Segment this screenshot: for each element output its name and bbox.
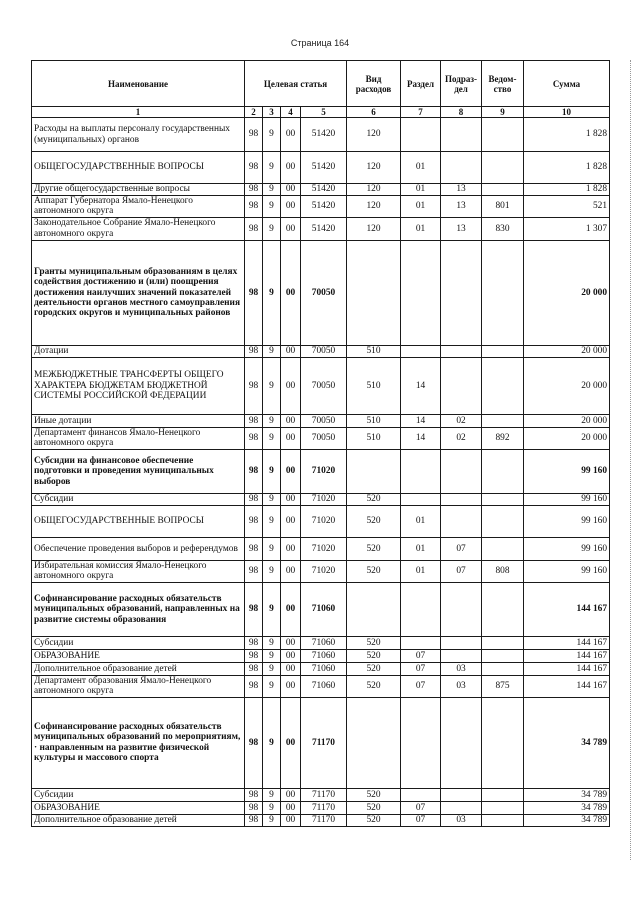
row-code-cell: 9 xyxy=(263,505,281,537)
table-row xyxy=(32,152,610,184)
row-name-cell: Софинансирование расходных обязательств муниципальных образований, направленных на развитие системы образования xyxy=(32,582,245,636)
scan-edge xyxy=(630,60,632,860)
row-sum-cell: 144 167 xyxy=(524,649,610,662)
table-row xyxy=(32,582,610,636)
row-code-cell xyxy=(401,118,441,152)
row-code-cell: 892 xyxy=(482,427,524,449)
row-code-cell xyxy=(401,240,441,345)
row-code-cell xyxy=(441,801,482,814)
row-code-cell: 830 xyxy=(482,217,524,240)
row-name-cell: Обеспечение проведения выборов и референдумов xyxy=(32,537,245,560)
row-name-cell: Дополнительное образование детей xyxy=(32,814,245,826)
row-code-cell: 71170 xyxy=(301,788,347,801)
row-code-cell: 9 xyxy=(263,357,281,414)
row-code-cell: 03 xyxy=(441,814,482,826)
row-code-cell: 00 xyxy=(281,357,301,414)
row-code-cell xyxy=(482,152,524,184)
row-code-cell: 98 xyxy=(245,196,263,218)
row-code-cell xyxy=(401,493,441,505)
row-code-cell: 9 xyxy=(263,196,281,218)
row-sum-cell: 20 000 xyxy=(524,240,610,345)
row-code-cell: 9 xyxy=(263,217,281,240)
row-code-cell: 9 xyxy=(263,582,281,636)
row-code-cell xyxy=(441,505,482,537)
header-row xyxy=(32,61,610,107)
table-row xyxy=(32,649,610,662)
row-code-cell xyxy=(482,505,524,537)
row-code-cell: 01 xyxy=(401,505,441,537)
row-code-cell: 14 xyxy=(401,414,441,427)
row-name-cell: Софинансирование расходных обязательств муниципальных образований по мероприятиям, · направленным на развитие физической культуры и массового спорта xyxy=(32,697,245,788)
row-code-cell xyxy=(482,240,524,345)
row-code-cell: 9 xyxy=(263,152,281,184)
row-code-cell: 98 xyxy=(245,560,263,582)
row-code-cell xyxy=(347,697,401,788)
row-code-cell: 71170 xyxy=(301,801,347,814)
row-code-cell: 07 xyxy=(401,814,441,826)
row-name-cell: Субсидии xyxy=(32,788,245,801)
row-code-cell xyxy=(482,814,524,826)
row-code-cell: 510 xyxy=(347,427,401,449)
budget-table xyxy=(31,60,610,827)
row-code-cell: 70050 xyxy=(301,357,347,414)
header-name: Наименование xyxy=(32,61,245,107)
row-sum-cell: 1 828 xyxy=(524,184,610,196)
row-sum-cell: 34 789 xyxy=(524,801,610,814)
row-code-cell: 71020 xyxy=(301,560,347,582)
row-code-cell xyxy=(441,240,482,345)
page-number: Страница 164 xyxy=(290,38,350,48)
column-number-row xyxy=(32,107,610,118)
table-row xyxy=(32,493,610,505)
row-code-cell: 9 xyxy=(263,449,281,493)
row-code-cell xyxy=(401,788,441,801)
row-name-cell: ОБРАЗОВАНИЕ xyxy=(32,649,245,662)
row-code-cell: 01 xyxy=(401,560,441,582)
row-code-cell: 520 xyxy=(347,788,401,801)
row-code-cell xyxy=(401,636,441,649)
row-code-cell: 01 xyxy=(401,184,441,196)
row-code-cell: 9 xyxy=(263,118,281,152)
row-code-cell: 13 xyxy=(441,184,482,196)
row-code-cell xyxy=(482,537,524,560)
row-code-cell: 00 xyxy=(281,662,301,675)
row-code-cell: 00 xyxy=(281,649,301,662)
row-code-cell: 9 xyxy=(263,788,281,801)
row-code-cell: 510 xyxy=(347,414,401,427)
table-row xyxy=(32,217,610,240)
row-code-cell xyxy=(441,697,482,788)
row-code-cell: 51420 xyxy=(301,217,347,240)
row-code-cell: 98 xyxy=(245,118,263,152)
row-code-cell xyxy=(441,357,482,414)
row-code-cell: 51420 xyxy=(301,196,347,218)
row-sum-cell: 1 828 xyxy=(524,152,610,184)
row-code-cell: 00 xyxy=(281,697,301,788)
table-row xyxy=(32,662,610,675)
row-code-cell: 14 xyxy=(401,357,441,414)
row-code-cell: 520 xyxy=(347,493,401,505)
row-code-cell: 00 xyxy=(281,414,301,427)
row-code-cell: 00 xyxy=(281,505,301,537)
row-code-cell: 98 xyxy=(245,675,263,697)
col-num-9: 9 xyxy=(482,107,524,118)
row-sum-cell: 20 000 xyxy=(524,357,610,414)
row-sum-cell: 144 167 xyxy=(524,675,610,697)
row-code-cell: 14 xyxy=(401,427,441,449)
row-code-cell: 71060 xyxy=(301,675,347,697)
table-row xyxy=(32,505,610,537)
row-code-cell: 00 xyxy=(281,118,301,152)
row-name-cell: Другие общегосударственные вопросы xyxy=(32,184,245,196)
row-code-cell: 9 xyxy=(263,636,281,649)
row-name-cell: Департамент финансов Ямало-Ненецкого автономного округа xyxy=(32,427,245,449)
row-code-cell: 9 xyxy=(263,801,281,814)
row-code-cell: 98 xyxy=(245,788,263,801)
row-code-cell: 98 xyxy=(245,345,263,357)
row-code-cell: 00 xyxy=(281,801,301,814)
table-row xyxy=(32,697,610,788)
row-code-cell xyxy=(482,636,524,649)
row-code-cell: 01 xyxy=(401,152,441,184)
row-code-cell: 70050 xyxy=(301,427,347,449)
row-code-cell xyxy=(482,449,524,493)
row-code-cell: 07 xyxy=(401,649,441,662)
row-code-cell: 98 xyxy=(245,697,263,788)
row-code-cell: 98 xyxy=(245,427,263,449)
row-code-cell: 51420 xyxy=(301,184,347,196)
row-name-cell: Расходы на выплаты персоналу государственных (муниципальных) органов xyxy=(32,118,245,152)
row-code-cell: 00 xyxy=(281,582,301,636)
row-code-cell: 520 xyxy=(347,505,401,537)
row-code-cell: 98 xyxy=(245,801,263,814)
row-code-cell: 70050 xyxy=(301,240,347,345)
row-code-cell xyxy=(347,240,401,345)
row-code-cell: 00 xyxy=(281,427,301,449)
row-code-cell: 808 xyxy=(482,560,524,582)
row-code-cell: 520 xyxy=(347,560,401,582)
row-code-cell: 00 xyxy=(281,196,301,218)
row-code-cell: 00 xyxy=(281,152,301,184)
row-code-cell xyxy=(441,582,482,636)
row-code-cell: 70050 xyxy=(301,345,347,357)
row-name-cell: Избирательная комиссия Ямало-Ненецкого автономного округа xyxy=(32,560,245,582)
row-code-cell: 120 xyxy=(347,196,401,218)
row-code-cell: 01 xyxy=(401,196,441,218)
row-code-cell xyxy=(482,414,524,427)
table-row xyxy=(32,814,610,826)
header-target-article: Целевая статья xyxy=(245,61,347,107)
row-sum-cell: 144 167 xyxy=(524,582,610,636)
row-code-cell xyxy=(482,357,524,414)
row-code-cell: 71020 xyxy=(301,537,347,560)
row-sum-cell: 99 160 xyxy=(524,537,610,560)
row-code-cell: 71020 xyxy=(301,493,347,505)
row-code-cell: 07 xyxy=(401,801,441,814)
row-code-cell: 120 xyxy=(347,118,401,152)
row-code-cell: 71020 xyxy=(301,505,347,537)
row-code-cell xyxy=(441,118,482,152)
table-row xyxy=(32,801,610,814)
row-code-cell: 9 xyxy=(263,493,281,505)
table-row xyxy=(32,357,610,414)
row-code-cell: 00 xyxy=(281,788,301,801)
table-row xyxy=(32,675,610,697)
col-num-1: 1 xyxy=(32,107,245,118)
row-code-cell: 98 xyxy=(245,636,263,649)
row-code-cell: 13 xyxy=(441,217,482,240)
row-sum-cell: 521 xyxy=(524,196,610,218)
row-code-cell: 520 xyxy=(347,537,401,560)
row-code-cell xyxy=(441,649,482,662)
row-code-cell: 9 xyxy=(263,184,281,196)
row-code-cell: 51420 xyxy=(301,152,347,184)
row-code-cell: 98 xyxy=(245,537,263,560)
col-num-2: 2 xyxy=(245,107,263,118)
row-code-cell: 98 xyxy=(245,814,263,826)
row-code-cell: 07 xyxy=(441,560,482,582)
row-name-cell: Аппарат Губернатора Ямало-Ненецкого автономного округа xyxy=(32,196,245,218)
row-code-cell: 9 xyxy=(263,649,281,662)
row-code-cell: 13 xyxy=(441,196,482,218)
row-sum-cell: 1 828 xyxy=(524,118,610,152)
row-code-cell xyxy=(482,345,524,357)
row-sum-cell: 99 160 xyxy=(524,449,610,493)
row-code-cell xyxy=(482,118,524,152)
row-code-cell: 03 xyxy=(441,662,482,675)
table-row xyxy=(32,449,610,493)
row-code-cell: 801 xyxy=(482,196,524,218)
row-sum-cell: 99 160 xyxy=(524,560,610,582)
row-code-cell: 00 xyxy=(281,636,301,649)
row-code-cell: 71060 xyxy=(301,662,347,675)
row-code-cell: 51420 xyxy=(301,118,347,152)
row-code-cell: 00 xyxy=(281,184,301,196)
row-code-cell: 520 xyxy=(347,801,401,814)
row-sum-cell: 144 167 xyxy=(524,636,610,649)
row-code-cell xyxy=(441,152,482,184)
row-code-cell xyxy=(401,345,441,357)
row-code-cell xyxy=(482,582,524,636)
table-row xyxy=(32,414,610,427)
row-code-cell: 520 xyxy=(347,675,401,697)
row-name-cell: МЕЖБЮДЖЕТНЫЕ ТРАНСФЕРТЫ ОБЩЕГО ХАРАКТЕРА БЮДЖЕТАМ БЮДЖЕТНОЙ СИСТЕМЫ РОССИЙСКОЙ ФЕДЕРАЦИИ xyxy=(32,357,245,414)
row-code-cell: 520 xyxy=(347,636,401,649)
row-code-cell: 98 xyxy=(245,414,263,427)
row-code-cell xyxy=(441,345,482,357)
row-code-cell: 71060 xyxy=(301,582,347,636)
row-code-cell xyxy=(441,449,482,493)
row-name-cell: Законодательное Собрание Ямало-Ненецкого автономного округа xyxy=(32,217,245,240)
row-code-cell: 9 xyxy=(263,675,281,697)
row-code-cell: 520 xyxy=(347,649,401,662)
row-code-cell: 00 xyxy=(281,240,301,345)
row-code-cell: 71170 xyxy=(301,814,347,826)
header-section: Раздел xyxy=(401,61,441,107)
row-code-cell: 120 xyxy=(347,152,401,184)
row-sum-cell: 34 789 xyxy=(524,697,610,788)
row-code-cell: 03 xyxy=(441,675,482,697)
row-code-cell: 70050 xyxy=(301,414,347,427)
row-name-cell: Гранты муниципальным образованиям в целях содействия достижению и (или) поощрения достижения наилучших значений показателей деятельности органов местного самоуправления городских округов и муниципальных районов xyxy=(32,240,245,345)
row-code-cell xyxy=(441,636,482,649)
row-code-cell xyxy=(482,649,524,662)
table-row xyxy=(32,184,610,196)
row-code-cell: 98 xyxy=(245,357,263,414)
table-row xyxy=(32,118,610,152)
row-code-cell: 00 xyxy=(281,814,301,826)
table-row xyxy=(32,788,610,801)
row-code-cell: 9 xyxy=(263,427,281,449)
row-code-cell: 00 xyxy=(281,675,301,697)
row-code-cell: 98 xyxy=(245,505,263,537)
row-sum-cell: 20 000 xyxy=(524,427,610,449)
row-code-cell: 98 xyxy=(245,217,263,240)
row-code-cell: 07 xyxy=(401,662,441,675)
row-code-cell: 71020 xyxy=(301,449,347,493)
row-code-cell xyxy=(347,449,401,493)
row-code-cell: 9 xyxy=(263,662,281,675)
row-code-cell: 9 xyxy=(263,345,281,357)
row-sum-cell: 20 000 xyxy=(524,414,610,427)
row-code-cell: 71060 xyxy=(301,636,347,649)
row-code-cell: 07 xyxy=(441,537,482,560)
col-num-7: 7 xyxy=(401,107,441,118)
row-code-cell: 00 xyxy=(281,537,301,560)
row-code-cell: 02 xyxy=(441,414,482,427)
row-code-cell: 98 xyxy=(245,649,263,662)
row-name-cell: Дополнительное образование детей xyxy=(32,662,245,675)
row-code-cell xyxy=(401,582,441,636)
row-code-cell: 01 xyxy=(401,217,441,240)
col-num-3: 3 xyxy=(263,107,281,118)
row-code-cell: 00 xyxy=(281,217,301,240)
table-row xyxy=(32,196,610,218)
row-code-cell: 9 xyxy=(263,414,281,427)
row-code-cell xyxy=(441,493,482,505)
table-row xyxy=(32,345,610,357)
header-department: Ведом-ство xyxy=(482,61,524,107)
row-code-cell: 98 xyxy=(245,184,263,196)
row-code-cell: 510 xyxy=(347,357,401,414)
row-code-cell: 01 xyxy=(401,537,441,560)
col-num-5: 5 xyxy=(301,107,347,118)
row-code-cell: 98 xyxy=(245,240,263,345)
row-code-cell: 98 xyxy=(245,582,263,636)
row-code-cell xyxy=(401,697,441,788)
table-row xyxy=(32,636,610,649)
table-row xyxy=(32,560,610,582)
col-num-4: 4 xyxy=(281,107,301,118)
row-code-cell: 98 xyxy=(245,662,263,675)
row-code-cell: 71060 xyxy=(301,649,347,662)
row-name-cell: Субсидии на финансовое обеспечение подготовки и проведения муниципальных выборов xyxy=(32,449,245,493)
row-code-cell xyxy=(482,184,524,196)
row-code-cell: 520 xyxy=(347,662,401,675)
row-sum-cell: 1 307 xyxy=(524,217,610,240)
row-code-cell xyxy=(482,493,524,505)
row-sum-cell: 34 789 xyxy=(524,814,610,826)
row-code-cell: 98 xyxy=(245,493,263,505)
row-code-cell xyxy=(482,788,524,801)
row-code-cell: 875 xyxy=(482,675,524,697)
row-code-cell: 9 xyxy=(263,697,281,788)
row-code-cell: 98 xyxy=(245,152,263,184)
row-name-cell: Иные дотации xyxy=(32,414,245,427)
row-code-cell: 120 xyxy=(347,184,401,196)
row-code-cell xyxy=(482,801,524,814)
row-code-cell: 02 xyxy=(441,427,482,449)
row-code-cell: 9 xyxy=(263,814,281,826)
table-row xyxy=(32,240,610,345)
row-name-cell: ОБРАЗОВАНИЕ xyxy=(32,801,245,814)
row-code-cell xyxy=(482,662,524,675)
row-code-cell: 00 xyxy=(281,560,301,582)
row-code-cell: 120 xyxy=(347,217,401,240)
row-name-cell: ОБЩЕГОСУДАРСТВЕННЫЕ ВОПРОСЫ xyxy=(32,505,245,537)
row-sum-cell: 34 789 xyxy=(524,788,610,801)
table-row xyxy=(32,537,610,560)
row-code-cell: 07 xyxy=(401,675,441,697)
row-code-cell: 9 xyxy=(263,560,281,582)
row-sum-cell: 99 160 xyxy=(524,505,610,537)
header-subsection: Подраз-дел xyxy=(441,61,482,107)
row-code-cell: 9 xyxy=(263,240,281,345)
header-sum: Сумма xyxy=(524,61,610,107)
row-code-cell: 71170 xyxy=(301,697,347,788)
row-name-cell: Департамент образования Ямало-Ненецкого автономного округа xyxy=(32,675,245,697)
col-num-8: 8 xyxy=(441,107,482,118)
row-sum-cell: 144 167 xyxy=(524,662,610,675)
row-name-cell: Субсидии xyxy=(32,636,245,649)
row-sum-cell: 20 000 xyxy=(524,345,610,357)
row-name-cell: Субсидии xyxy=(32,493,245,505)
row-code-cell: 00 xyxy=(281,449,301,493)
row-sum-cell: 99 160 xyxy=(524,493,610,505)
row-code-cell: 98 xyxy=(245,449,263,493)
row-code-cell xyxy=(401,449,441,493)
header-expense-type: Вид расходов xyxy=(347,61,401,107)
col-num-10: 10 xyxy=(524,107,610,118)
col-num-6: 6 xyxy=(347,107,401,118)
table-row xyxy=(32,427,610,449)
row-code-cell xyxy=(347,582,401,636)
row-code-cell: 9 xyxy=(263,537,281,560)
row-code-cell: 00 xyxy=(281,493,301,505)
row-name-cell: Дотации xyxy=(32,345,245,357)
row-name-cell: ОБЩЕГОСУДАРСТВЕННЫЕ ВОПРОСЫ xyxy=(32,152,245,184)
row-code-cell xyxy=(441,788,482,801)
row-code-cell xyxy=(482,697,524,788)
row-code-cell: 510 xyxy=(347,345,401,357)
row-code-cell: 520 xyxy=(347,814,401,826)
row-code-cell: 00 xyxy=(281,345,301,357)
